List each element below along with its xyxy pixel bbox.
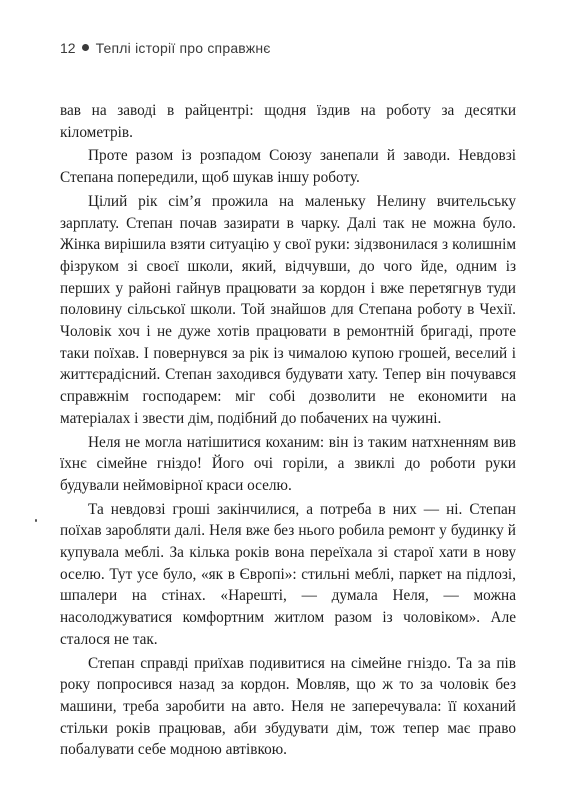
page-number: 12 <box>60 40 76 56</box>
book-title: Теплі історії про справжнє <box>95 40 271 56</box>
paragraph: Та невдовзі гроші закінчилися, а потреба в них — ні. Степан поїхав заробляти далі. Неля вже без нього робила ремонт у будинку й купувала меблі. За кілька років вона переїхала зі старої хати в нову оселю. Тут усе було, «як в Європі»: стильні меблі, паркет на підлозі, шпалери на стінах. «Нарешті, — думала Неля, — можна насолоджуватися комфортним житлом разом із чоловіком». Але сталося не так. <box>60 500 516 648</box>
paragraph: Цілий рік сім’я прожила на маленьку Нелину вчительську зарплату. Степан почав зазирати в чарку. Далі так не можна було. Жінка вирішила взяти ситуацію у свої руки: зідзвонилася з колишнім фізруком зі своєї школи, який, відчувши, до чого йде, одним із перших у районі гайнув працювати за кордон і вже перетягнув туди половину сільської школи. Той знайшов для Степана роботу в Чехії. Чоловік хоч і не дуже хотів працювати в ремонтній бригаді, проте таки поїхав. І повернувся за рік із чималою купою грошей, веселий і життєрадісний. Степан заходився будувати хату. Тепер він почувався справжнім господарем: міг собі дозволити не економити на матеріалах і звести дім, подібний до побачених на чужині. <box>60 192 516 427</box>
paragraph-continuation: вав на заводі в райцентрі: щодня їздив на роботу за десятки кілометрів. <box>60 102 516 141</box>
running-header <box>60 40 271 56</box>
page-body <box>60 100 516 761</box>
paragraph: Неля не могла натішитися коханим: він із таким натхненням вив їхнє сімейне гніздо! Його очі горіли, а звиклі до роботи руки будували неймовірної краси оселю. <box>60 433 516 494</box>
paragraph: Проте разом із розпадом Союзу занепали й заводи. Невдовзі Степана попередили, щоб шукав іншу роботу. <box>60 147 516 187</box>
paragraph: Степан справді приїхав подивитися на сімейне гніздо. Та за пів року попросився назад за кордон. Мовляв, що ж то за чоловік без машини, треба заробити на авто. Неля не заперечувала: її коханий стільки років працював, аби збудувати дім, тож тепер має право побалувати себе модною автівкою. <box>60 654 516 759</box>
print-speck <box>35 519 37 522</box>
bullet-icon <box>82 44 89 51</box>
